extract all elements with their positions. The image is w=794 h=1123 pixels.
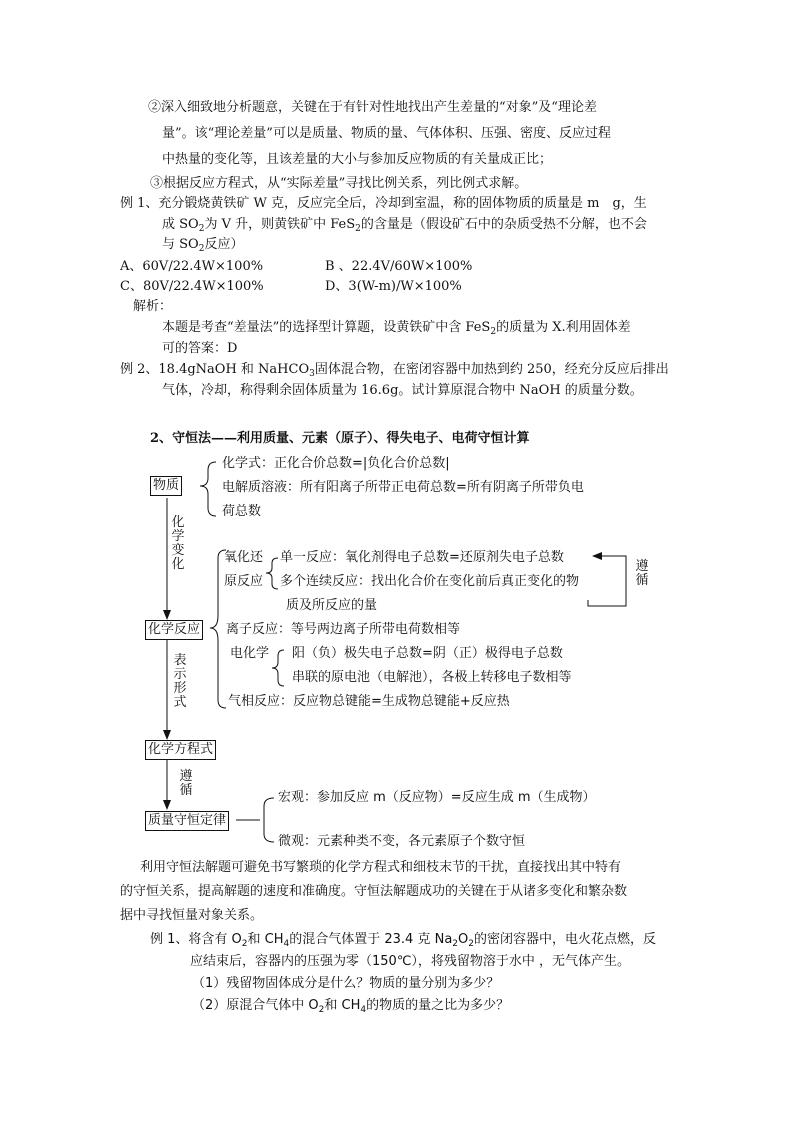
paragraph-line: 的守恒关系，提高解题的速度和准确度。守恒法解题成功的关键在于从诸多变化和繁杂数 — [120, 884, 628, 899]
rule-micro: 微观：元素种类不变，各元素原子个数守恒 — [278, 834, 526, 849]
rule-macro: 宏观：参加反应 m（反应物）=反应生成 m（生成物） — [278, 790, 596, 805]
rule-ionic: 离子反应：等号两边离子所带电荷数相等 — [226, 622, 461, 637]
label-redox: 氧化还 — [224, 550, 264, 565]
rule-gas: 气相反应：反应物总键能=生成物总键能+反应热 — [228, 694, 510, 709]
option-c: C、80V/22.4W×100% — [120, 279, 264, 294]
example-line: 应结束后，容器内的压强为零（150℃），将残留物溶于水中 ，无气体产生。 — [190, 954, 631, 969]
rule-electrochem-2: 串联的原电池（电解池），各极上转移电子数相等 — [292, 670, 572, 685]
analysis-label: 解析： — [133, 299, 173, 314]
node-chem-equation: 化学方程式 — [145, 740, 216, 760]
example-line: 与 $SO_2$反应） — [162, 237, 244, 254]
label-redox: 原反应 — [224, 574, 264, 589]
rule-single-reaction: 单一反应：氧化剂得电子总数=还原剂失电子总数 — [280, 550, 564, 565]
analysis-line: 本题是考查“差量法”的选择型计算题，设黄铁矿中含 FeS$_2$的质量为 X.利用固体差 — [162, 320, 631, 337]
rule-electrolyte: 荷总数 — [222, 504, 262, 519]
rule-electrochem-1: 阳（负）极失电子总数=阴（正）极得电子总数 — [292, 646, 563, 661]
paragraph-line: 据中寻找恒量对象关系。 — [120, 908, 264, 923]
question-2: （2）原混合气体中 $O_2$和 $CH_4$的物质的量之比为多少？ — [192, 998, 510, 1015]
analysis-line: 可的答案：D — [162, 341, 238, 356]
node-matter: 物质 — [150, 476, 182, 496]
rule-chem-formula: 化学式：正化合价总数=|负化合价总数| — [222, 456, 450, 471]
paragraph-line: ③根据反应方程式，从“实际差量”寻找比例关系，列比例式求解。 — [150, 176, 528, 191]
section-heading: 2、守恒法——利用质量、元素（原子）、得失电子、电荷守恒计算 — [150, 431, 530, 446]
option-a: A、60V/22.4W×100% — [120, 259, 264, 274]
paragraph-line: 利用守恒法解题可避免书写繁琐的化学方程式和细枝末节的干扰，直接找出其中特有 — [140, 860, 622, 875]
example-line: 成 $SO_2$为 V 升，则黄铁矿中 FeS$_2$的含量是（假设矿石中的杂质受热不分解，也不会 — [162, 217, 647, 234]
option-d: D、3(W-m)/W×100% — [325, 279, 462, 294]
rule-multi-reaction: 质及所反应的量 — [286, 598, 378, 613]
paragraph-line: 中热量的变化等，且该差量的大小与参加反应物质的有关量成正比； — [162, 152, 553, 167]
rule-multi-reaction: 多个连续反应：找出化合价在变化前后真正变化的物 — [280, 574, 580, 589]
label-chem-change: 化学变化 — [171, 515, 185, 572]
rule-electrolyte: 电解质溶液：所有阳离子所带正电荷总数=所有阴离子所带负电 — [222, 480, 584, 495]
paragraph-line: ②深入细致地分析题意，关键在于有针对性地找出产生差量的“对象”及“理论差 — [148, 100, 597, 115]
option-b: B 、22.4V/60W×100% — [325, 259, 473, 274]
paragraph-line: 量”。该“理论差量”可以是质量、物质的量、气体体积、压强、密度、反应过程 — [162, 126, 611, 141]
example-line: 例 2、18.4gNaOH 和 NaHCO$_3$固体混合物，在密闭容器中加热到约 250，经充分反应后排出 — [120, 362, 669, 379]
label-follow: 遵循 — [635, 559, 649, 588]
label-expression-form: 表示形式 — [173, 653, 187, 710]
question-1: （1）残留物固体成分是什么？物质的量分别为多少？ — [192, 976, 500, 991]
example-line: 例 1、将含有 $O_2$和 $CH_4$的混合气体置于 23.4 克 $Na_2O_2$的密闭容器中，电火花点燃，反 — [150, 932, 657, 949]
node-mass-conservation: 质量守恒定律 — [145, 811, 229, 831]
example-line: 例 1、充分锻烧黄铁矿 W 克，反应完全后，冷却到室温，称的固体物质的质量是 m g，生 — [120, 196, 647, 211]
label-follow: 遵循 — [179, 769, 193, 798]
example-line: 气体，冷却，称得剩余固体质量为 16.6g。试计算原混合物中 NaOH 的质量分数。 — [162, 383, 643, 398]
label-electrochem: 电化学 — [230, 646, 270, 661]
node-chem-reaction: 化学反应 — [145, 620, 203, 640]
